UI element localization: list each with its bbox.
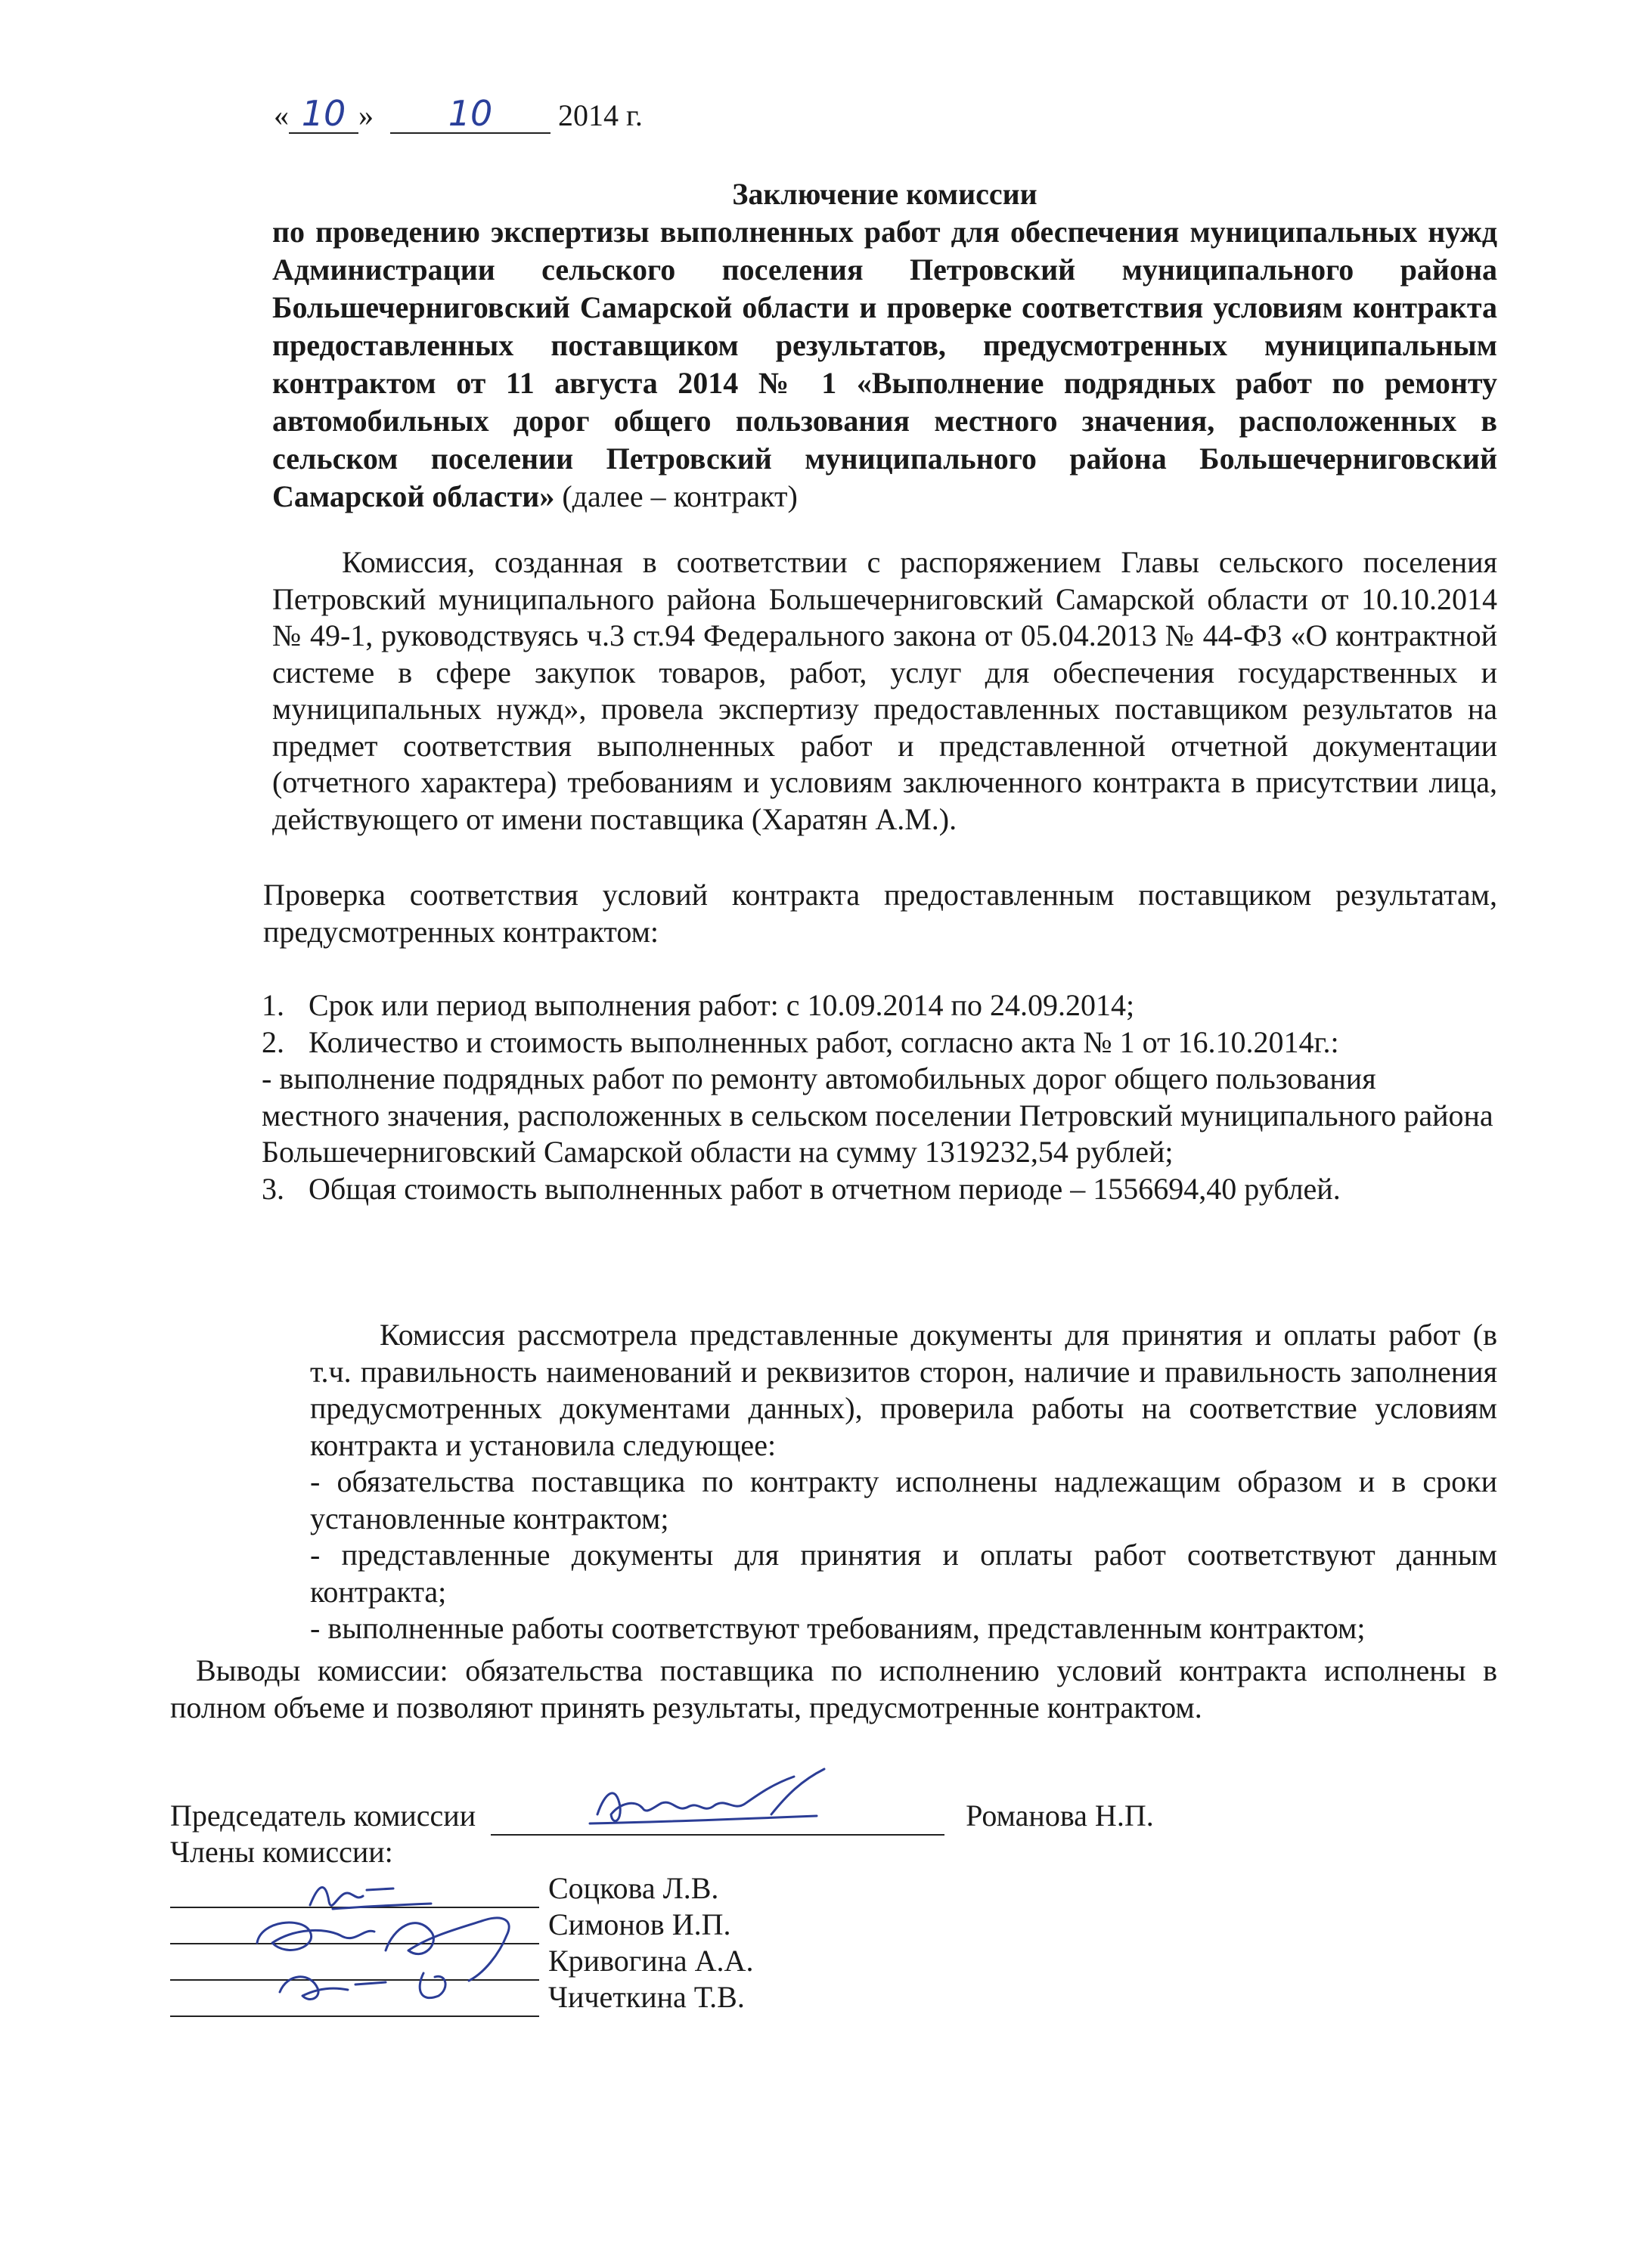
- results-list: [262, 987, 1497, 1207]
- member-name: Кривогина А.А.: [548, 1944, 754, 1978]
- document-date: [274, 93, 643, 134]
- review-item: - выполненные работы соответствуют требованиям, представленным контрактом;: [310, 1611, 1366, 1645]
- member-name: Симонов И.П.: [548, 1907, 731, 1941]
- member-name: Соцкова Л.В.: [548, 1871, 719, 1905]
- members-label: Члены комиссии:: [170, 1835, 393, 1869]
- paragraph-commission: Комиссия, созданная в соответствии с распоряжением Главы сельского поселения Петровский муниципального района Большечерниговский Самарской области от 10.10.2014 № 49-1, руководствуясь ч.3 ст.94 Федерального закона от 05.04.2013 № 44-ФЗ «О контрактной системе в сфере закупок товаров, работ, услуг для обеспечения государственных и муниципальных нужд», провела экспертизу предоставленных поставщиком результатов на предмет соответствия выполненных работ и представленной отчетной документации (отчетного характера) требованиям и условиям заключенного контракта в присутствии лица, действующего от имени поставщика (Харатян А.М.).: [272, 545, 1497, 836]
- paragraph-verification: Проверка соответствия условий контракта предоставленным поставщиком результатам, предусмотренных контрактом:: [263, 878, 1497, 949]
- review-item: - обязательства поставщика по контракту исполнены надлежащим образом и в сроки установленные контрактом;: [310, 1464, 1497, 1535]
- document-title: [272, 175, 1497, 516]
- review-item: - представленные документы для принятия и оплаты работ соответствуют данным контракта;: [310, 1538, 1497, 1609]
- list-item: 1. Срок или период выполнения работ: с 10.09.2014 по 24.09.2014;: [262, 988, 1135, 1022]
- date-year: 2014 г.: [558, 98, 643, 132]
- chair-label: Председатель комиссии: [170, 1799, 476, 1833]
- list-subitem: - выполнение подрядных работ по ремонту автомобильных дорог общего пользования местного значения, расположенных в сельском поселении Петровский муниципального района Большечерниговский Самарской области на сумму 1319232,54 рублей;: [262, 1061, 1493, 1169]
- paragraph-review: [310, 1317, 1497, 1647]
- member-handwritten-signature: [265, 1958, 492, 2019]
- date-day: 10: [289, 97, 358, 134]
- list-item: 2. Количество и стоимость выполненных работ, согласно акта № 1 от 16.10.2014г.:: [262, 1024, 1339, 1059]
- title-heading: Заключение комиссии: [732, 177, 1037, 211]
- member-name: Чичеткина Т.В.: [548, 1980, 745, 2014]
- title-body: по проведению экспертизы выполненных работ для обеспечения муниципальных нужд Администрации сельского поселения Петровский муниципального района Большечерниговский Самарской области и проверке соответствия условиям контракта предоставленных поставщиком результатов, предусмотренных муниципальным контрактом от 11 августа 2014 № 1 «Выполнение подрядных работ по ремонту автомобильных дорог общего пользования местного значения, расположенных в сельском поселении Петровский муниципального района Большечерниговский Самарской области» (далее – контракт): [272, 215, 1497, 513]
- list-item: 3. Общая стоимость выполненных работ в отчетном периоде – 1556694,40 рублей.: [262, 1171, 1341, 1206]
- chair-name: Романова Н.П.: [966, 1799, 1154, 1833]
- date-month: 10: [390, 97, 551, 134]
- paragraph-conclusion: Выводы комиссии: обязательства поставщика по исполнению условий контракта исполнены в полном объеме и позволяют принять результаты, предусмотренные контрактом.: [170, 1653, 1497, 1724]
- chair-handwritten-signature: [575, 1761, 847, 1845]
- review-intro: Комиссия рассмотрела представленные документы для принятия и оплаты работ (в т.ч. правильность наименований и реквизитов сторон, наличие и правильность заполнения предусмотренных документами данных), проверила работы на соответствие условиям контракта и установила следующее:: [310, 1318, 1497, 1462]
- date-open-quote: «: [274, 98, 289, 132]
- date-close-quote: »: [358, 98, 374, 132]
